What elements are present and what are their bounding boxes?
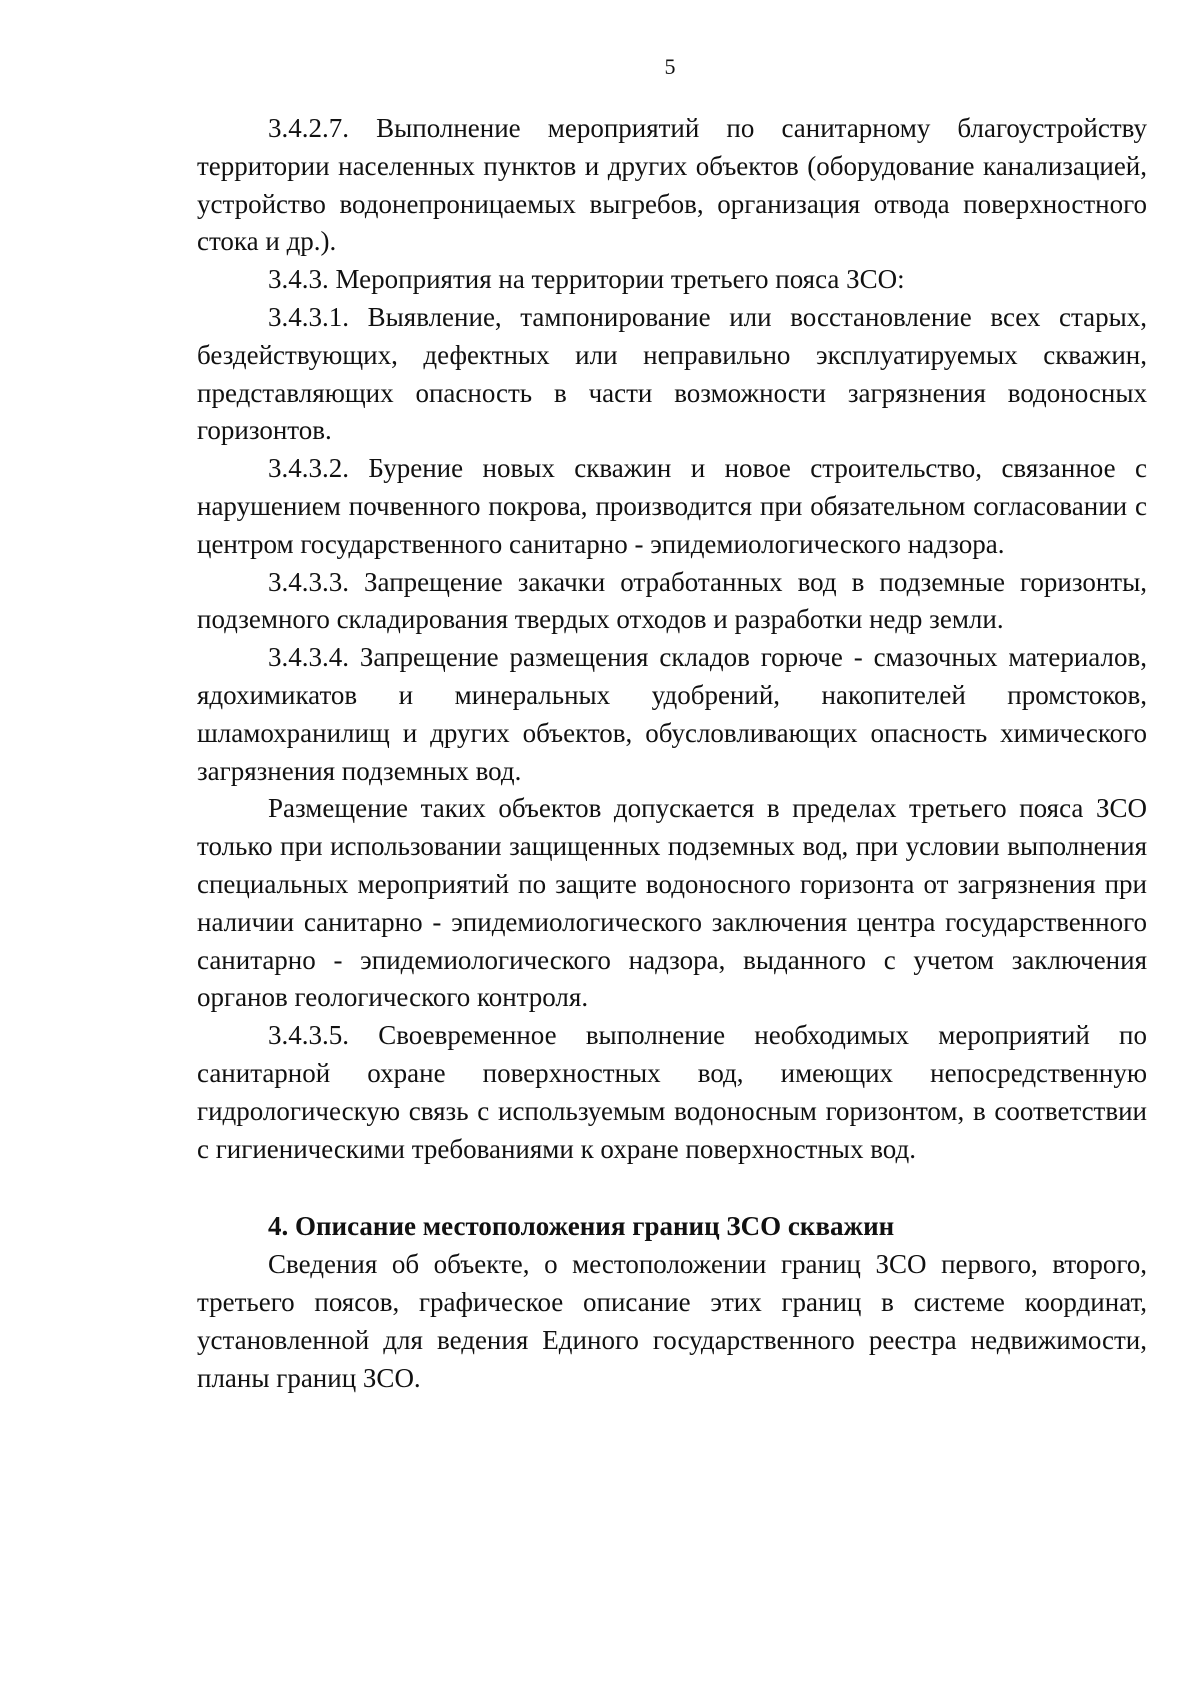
paragraph-3-4-3-2: 3.4.3.2. Бурение новых скважин и новое строительство, связанное с нарушением почвенного покрова, производится при обязательном согласовании с центром государственного санитарно - эпидемиологического надзора. (197, 453, 1147, 559)
paragraph-3-4-3-4: 3.4.3.4. Запрещение размещения складов горюче - смазочных материалов, ядохимикатов и минеральных удобрений, накопителей промстоков, шламохранилищ и других объектов, обусловливающих опасность химического загрязнения подземных вод. (197, 642, 1147, 786)
section-heading: 4. Описание местоположения границ ЗСО скважин (268, 1211, 895, 1242)
paragraph-section-4-description: Сведения об объекте, о местоположении границ ЗСО первого, второго, третьего поясов, графическое описание этих границ в системе координат, установленной для ведения Единого государственного реестра недвижимости, планы границ ЗСО. (197, 1249, 1147, 1393)
paragraph-placement-conditions: Размещение таких объектов допускается в пределах третьего пояса ЗСО только при использовании защищенных подземных вод, при условии выполнения специальных мероприятий по защите водоносного горизонта от загрязнения при наличии санитарно - эпидемиологического заключения центра государственного санитарно - эпидемиологического надзора, выданного с учетом заключения органов геологического контроля. (197, 793, 1147, 1013)
paragraph-3-4-3: 3.4.3. Мероприятия на территории третьего пояса ЗСО: (268, 264, 905, 295)
page-number: 5 (664, 54, 676, 79)
paragraph-3-4-3-3: 3.4.3.3. Запрещение закачки отработанных вод в подземные горизонты, подземного складирования твердых отходов и разработки недр земли. (197, 566, 1147, 635)
paragraph-3-4-3-1: 3.4.3.1. Выявление, тампонирование или восстановление всех старых, бездействующих, дефектных или неправильно эксплуатируемых скважин, представляющих опасность в части возможности загрязнения водоносных горизонтов. (197, 301, 1147, 446)
paragraph-3-4-3-5: 3.4.3.5. Своевременное выполнение необходимых мероприятий по санитарной охране поверхностных вод, имеющих непосредственную гидрологическую связь с используемым водоносным горизонтом, в соответствии с гигиеническими требованиями к охране поверхностных вод. (197, 1020, 1147, 1164)
paragraph-3-4-2-7: 3.4.2.7. Выполнение мероприятий по санитарному благоустройству территории населенных пунктов и других объектов (оборудование канализацией, устройство водонепроницаемых выгребов, организация отвода поверхностного стока и др.). (197, 113, 1147, 257)
document-body (197, 110, 1147, 1397)
